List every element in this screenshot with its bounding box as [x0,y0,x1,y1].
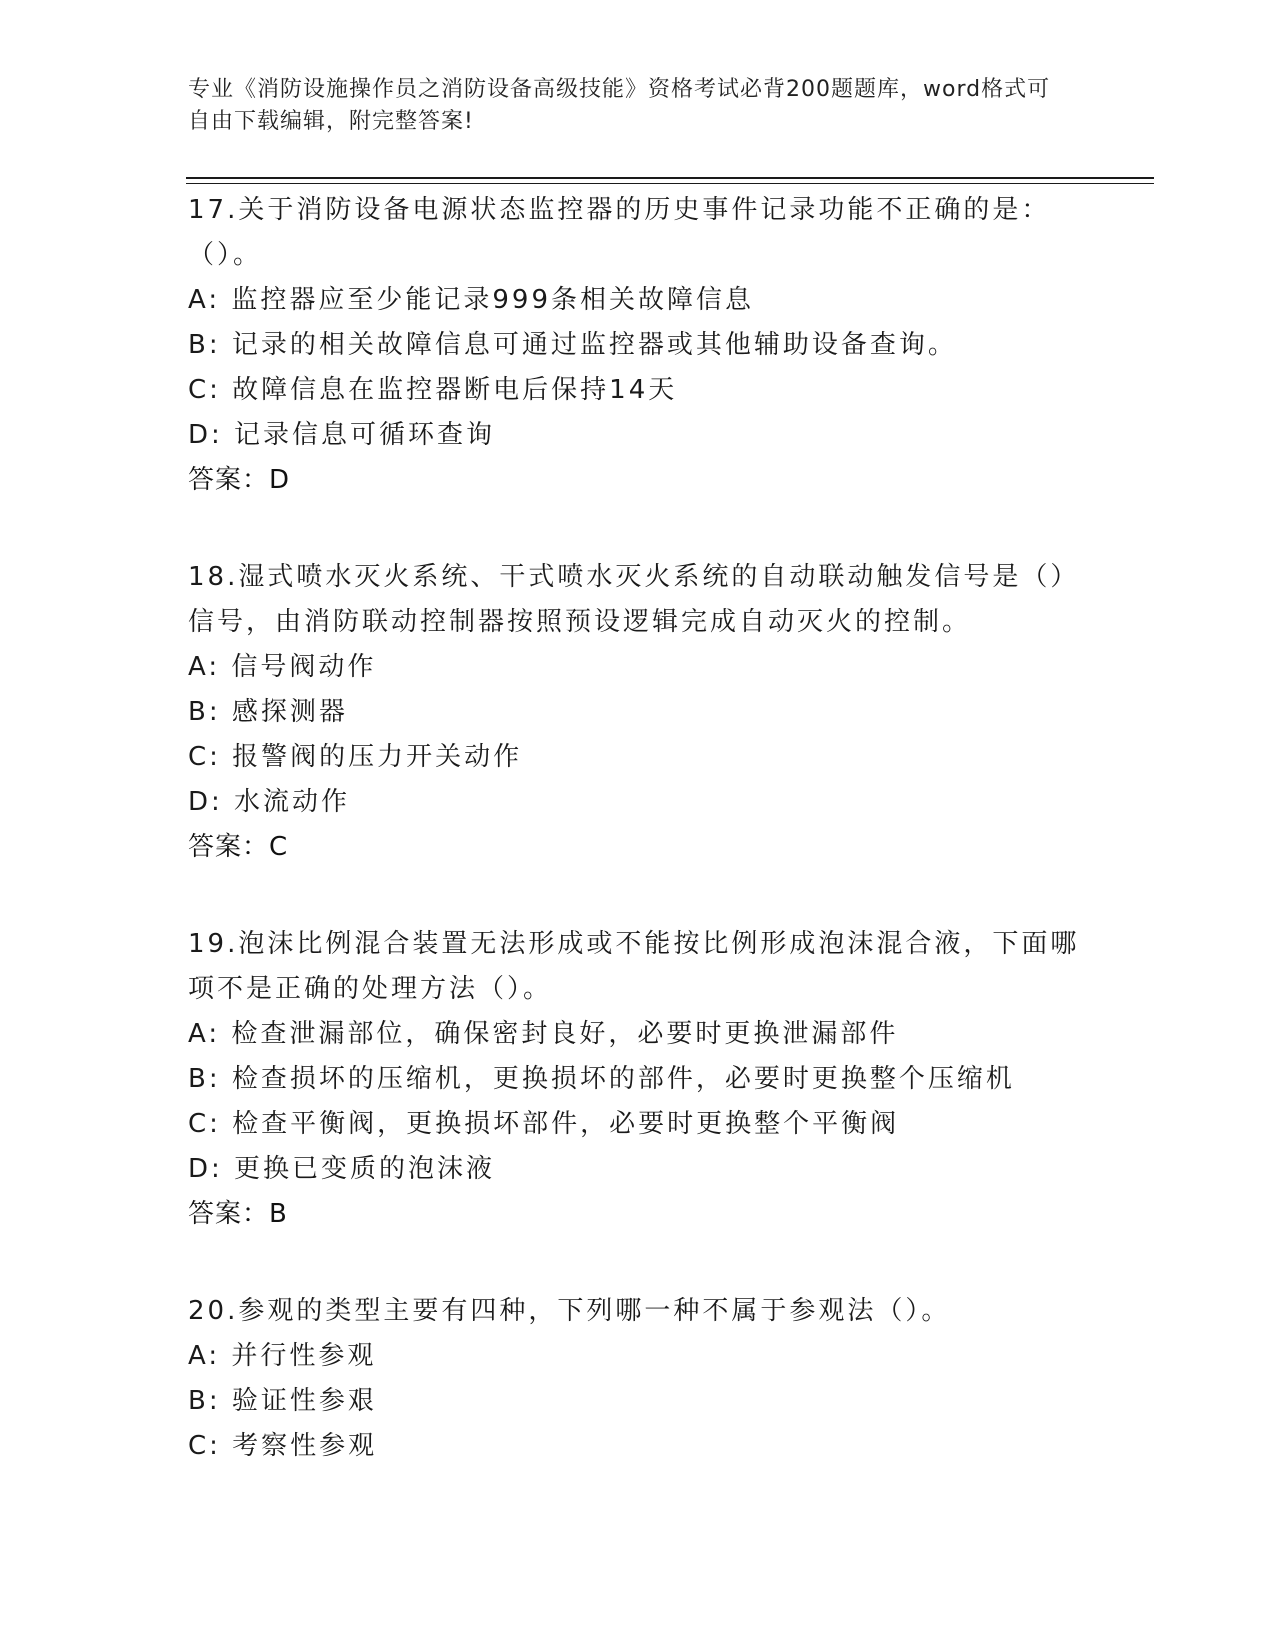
option-a: A: 监控器应至少能记录999条相关故障信息 [188,285,754,315]
option-b: B: 验证性参艰 [188,1386,377,1416]
option-d: D: 水流动作 [188,787,351,817]
answer-line: 答案：D [188,465,291,495]
document-header: 专业《消防设施操作员之消防设备高级技能》资格考试必背200题题库，word格式可自由下载编辑，附完整答案! [188,77,1051,134]
option-a: A: 检查泄漏部位，确保密封良好，必要时更换泄漏部件 [188,1019,899,1049]
answer-line: 答案：B [188,1199,288,1229]
question-list [188,188,1088,1521]
header-divider-thin [186,183,1154,184]
option-a: A: 并行性参观 [188,1341,377,1371]
question-stem: 20.参观的类型主要有四种，下列哪一种不属于参观法（）。 [188,1296,951,1326]
option-a: A: 信号阀动作 [188,652,377,682]
option-c: C: 报警阀的压力开关动作 [188,742,523,772]
question-19 [188,922,1088,1237]
question-stem: 17.关于消防设备电源状态监控器的历史事件记录功能不正确的是：（）。 [188,195,1051,270]
answer-line: 答案：C [188,832,289,862]
option-b: B: 记录的相关故障信息可通过监控器或其他辅助设备查询。 [188,330,957,360]
option-b: B: 感探测器 [188,697,348,727]
question-20 [188,1289,1088,1469]
option-c: C: 故障信息在监控器断电后保持14天 [188,375,678,405]
header-divider-thick [186,177,1154,179]
option-d: D: 更换已变质的泡沫液 [188,1154,496,1184]
question-18 [188,555,1088,870]
question-17 [188,188,1088,503]
option-c: C: 检查平衡阀，更换损坏部件，必要时更换整个平衡阀 [188,1109,900,1139]
option-d: D: 记录信息可循环查询 [188,420,496,450]
option-c: C: 考察性参观 [188,1431,378,1461]
question-stem: 18.湿式喷水灭火系统、干式喷水灭火系统的自动联动触发信号是（）信号，由消防联动控制器按照预设逻辑完成自动灭火的控制。 [188,562,1080,637]
question-stem: 19.泡沫比例混合装置无法形成或不能按比例形成泡沫混合液，下面哪项不是正确的处理方法（）。 [188,929,1080,1004]
option-b: B: 检查损坏的压缩机，更换损坏的部件，必要时更换整个压缩机 [188,1064,1015,1094]
